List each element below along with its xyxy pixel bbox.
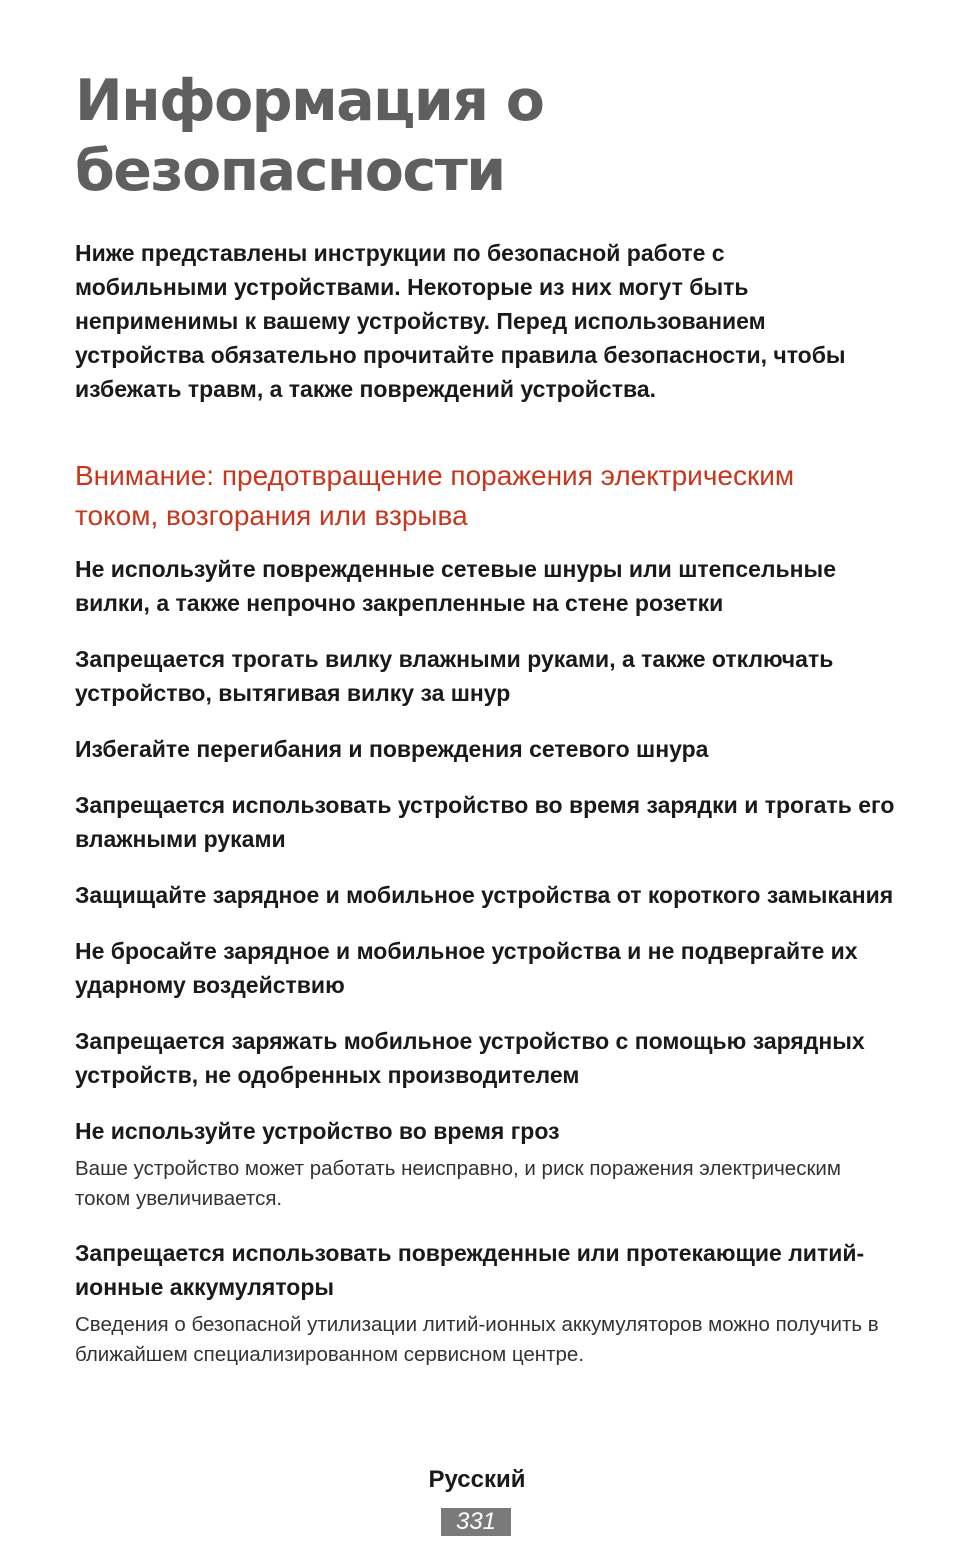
safety-item: [75, 934, 895, 1002]
safety-item-heading: Не используйте поврежденные сетевые шнуры или штепсельные вилки, а также непрочно закрепленные на стене розетки: [75, 556, 836, 616]
safety-item: [75, 1236, 895, 1370]
page-number-badge: 331: [441, 1508, 511, 1536]
safety-item-heading: Запрещается использовать устройство во время зарядки и трогать его влажными руками: [75, 792, 895, 852]
safety-item-heading: Не используйте устройство во время гроз: [75, 1118, 560, 1144]
safety-item-description: Ваше устройство может работать неисправно, и риск поражения электрическим током увеличивается.: [75, 1157, 841, 1210]
safety-item: [75, 1114, 895, 1214]
safety-item-heading: Избегайте перегибания и повреждения сетевого шнура: [75, 736, 709, 762]
intro-paragraph: Ниже представлены инструкции по безопасной работе с мобильными устройствами. Некоторые из них могут быть неприменимы к вашему устройству. Перед использованием устройства обязательно прочитайте правила безопасности, чтобы избежать травм, а также повреждений устройства.: [75, 240, 846, 402]
safety-item: [75, 732, 895, 766]
safety-item-heading: Защищайте зарядное и мобильное устройства от короткого замыкания: [75, 882, 894, 908]
safety-item-heading: Не бросайте зарядное и мобильное устройства и не подвергайте их ударному воздействию: [75, 938, 858, 998]
safety-item: [75, 642, 895, 710]
section-heading: Внимание: предотвращение поражения электрическим током, возгорания или взрыва: [75, 460, 795, 531]
safety-item: [75, 1024, 895, 1092]
footer-language: Русский: [428, 1466, 526, 1493]
safety-item-heading: Запрещается заряжать мобильное устройство с помощью зарядных устройств, не одобренных производителем: [75, 1028, 865, 1088]
safety-item: [75, 878, 895, 912]
page-title: Информация о безопасности: [75, 68, 544, 204]
safety-items-list: [75, 552, 895, 1392]
safety-item: [75, 552, 895, 620]
safety-item: [75, 788, 895, 856]
safety-item-description: Сведения о безопасной утилизации литий-ионных аккумуляторов можно получить в ближайшем специализированном сервисном центре.: [75, 1313, 879, 1366]
safety-item-heading: Запрещается использовать поврежденные или протекающие литий-ионные аккумуляторы: [75, 1240, 865, 1300]
safety-item-heading: Запрещается трогать вилку влажными руками, а также отключать устройство, вытягивая вилку за шнур: [75, 646, 834, 706]
